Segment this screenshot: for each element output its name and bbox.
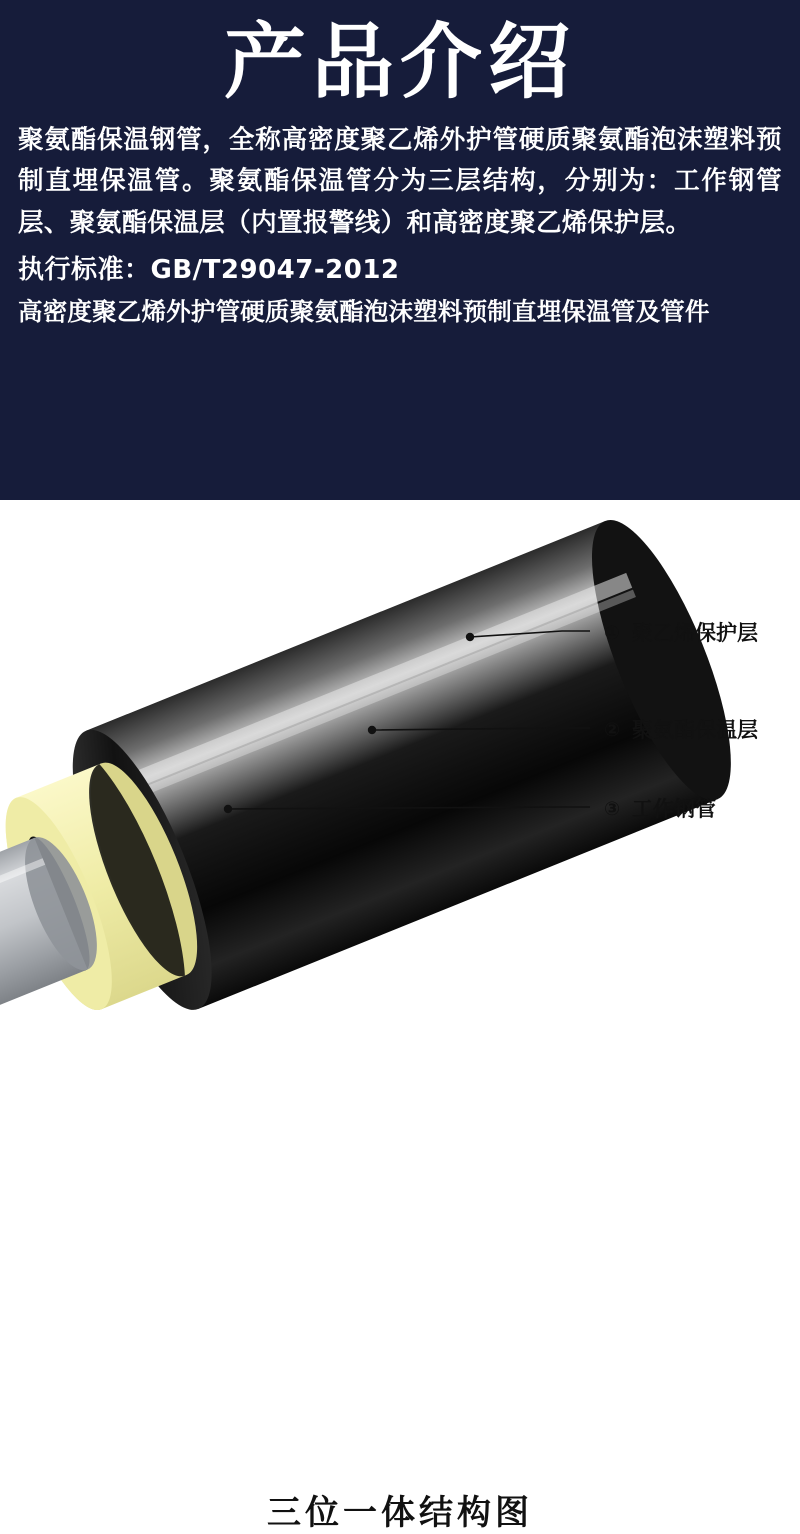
figure-caption: 三位一体结构图	[267, 1493, 533, 1533]
product-description-paragraph: 聚氨酯保温钢管，全称高密度聚乙烯外护管硬质聚氨酯泡沫塑料预制直埋保温管。聚氨酯保温管分为三层结构，分别为：工作钢管层、聚氨酯保温层（内置报警线）和高密度聚乙烯保护层。	[18, 125, 782, 238]
standard-code-line: 执行标准：GB/T29047-2012	[18, 254, 400, 285]
callout-2-label: 聚氨酯保温层	[632, 718, 758, 742]
callout-3-number: ③	[604, 798, 621, 820]
structure-diagram	[0, 500, 800, 1533]
callout-1-number: ①	[604, 622, 621, 644]
pipe-cutaway-illustration	[0, 500, 800, 1101]
header-panel	[0, 0, 800, 500]
callout-3-label: 工作钢管	[632, 797, 716, 821]
callout-1-label: 聚乙烯保护层	[632, 621, 758, 645]
standard-description-line: 高密度聚乙烯外护管硬质聚氨酯泡沫塑料预制直埋保温管及管件	[18, 296, 710, 326]
page-title: 产品介绍	[223, 15, 576, 110]
callout-2-number: ②	[604, 719, 621, 741]
